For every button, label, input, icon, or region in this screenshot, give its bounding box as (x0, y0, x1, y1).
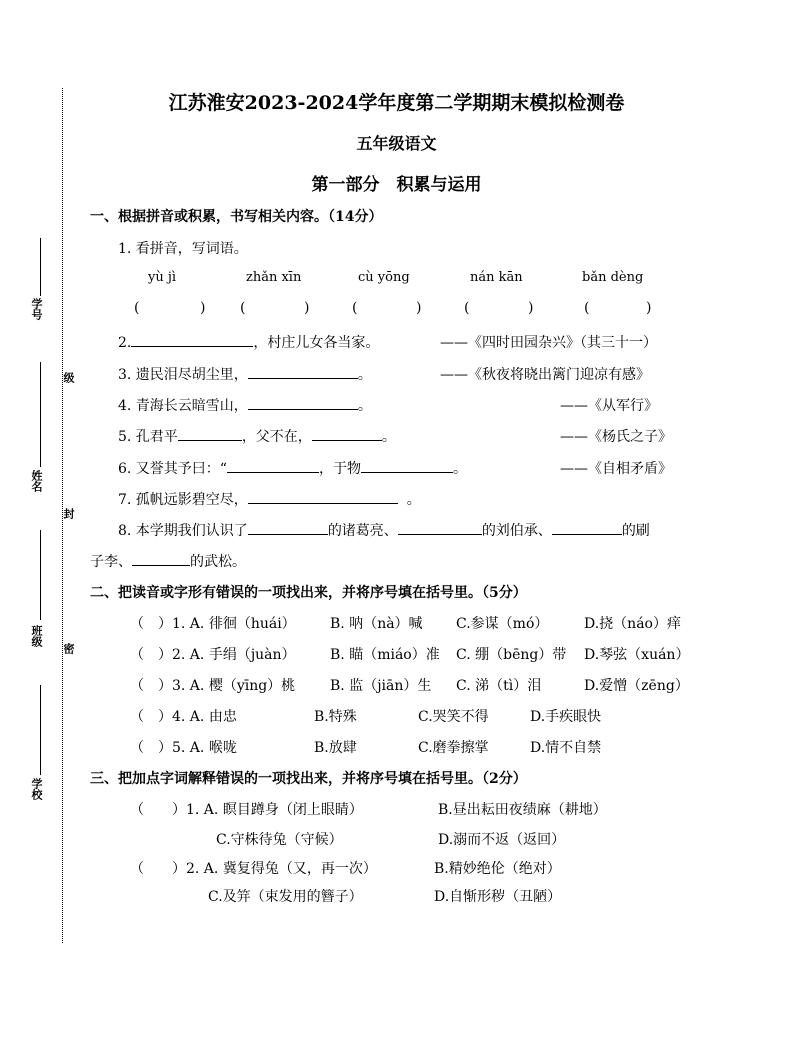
part-title: 第一部分 积累与运用 (311, 175, 482, 195)
q5-blank-2[interactable] (312, 428, 382, 441)
q8-blank-1[interactable] (248, 522, 328, 535)
s2-q1-a: （ ）1. A. 徘徊（huái） (130, 616, 296, 632)
s2-q3-b: B. 监（jiān）生 (330, 678, 432, 694)
pinyin-2: zhǎn xīn (246, 270, 302, 285)
q4-blank[interactable] (248, 397, 358, 410)
s2-q2-a: （ ）2. A. 手绢（juàn） (130, 647, 296, 663)
q3-line: 3. 遗民泪尽胡尘里， 。 (118, 367, 372, 383)
answer-paren-close-2: ) (304, 300, 310, 316)
q2-blank[interactable] (131, 334, 253, 347)
s2-q5-c: C.磨拳擦掌 (418, 740, 489, 756)
answer-paren-close-4: ) (528, 300, 534, 316)
q4-line: 4. 青海长云暗雪山， 。 (118, 398, 372, 414)
class-blank (40, 530, 41, 620)
q5-line: 5. 孔君平 ，父不在， 。 (118, 429, 396, 445)
s2-q2-d: D.琴弦（xuán） (584, 647, 690, 663)
s3-q1-d: D.溺而不返（返回） (438, 832, 566, 848)
q8-line-2: 子李、 的武松。 (90, 554, 246, 570)
exam-subtitle: 五年级语文 (356, 134, 437, 153)
answer-paren-open-1: ( (134, 300, 140, 316)
s2-q4-c: C.哭笑不得 (418, 709, 489, 725)
q8-blank-4[interactable] (132, 553, 190, 566)
answer-paren-close-1: ) (200, 300, 206, 316)
exam-title: 江苏淮安2023-2024学年度第二学期期末模拟检测卷 (168, 92, 625, 114)
answer-paren-open-4: ( (464, 300, 470, 316)
student-no-blank (40, 238, 41, 296)
answer-paren-close-3: ) (416, 300, 422, 316)
section-3-heading: 三、把加点字词解释错误的一项找出来，并将序号填在括号里。（2分） (90, 771, 527, 787)
s3-q1-a: （ ）1. A. 瞑目蹲身（闭上眼睛） (130, 802, 363, 818)
q8-blank-3[interactable] (552, 522, 622, 535)
q6-blank-2[interactable] (361, 460, 453, 473)
seal-label: 封 (62, 508, 75, 519)
s3-q2-c: C.及笄（束发用的簪子） (208, 889, 363, 905)
section-1-heading: 一、根据拼音或积累，书写相关内容。（14分） (90, 209, 383, 225)
q3-source: ——《秋夜将晓出篱门迎凉有感》 (440, 367, 650, 383)
q6-blank-1[interactable] (227, 460, 319, 473)
s2-q4-b: B.特殊 (314, 709, 357, 725)
s3-q1-b: B.昼出耘田夜绩麻（耕地） (438, 802, 607, 818)
q2-source: ——《四时田园杂兴》（其三十一） (440, 335, 657, 351)
q5-blank-1[interactable] (178, 428, 242, 441)
s2-q2-c: C. 绷（bēng）带 (456, 647, 567, 663)
s2-q3-c: C. 涕（tì）泪 (456, 678, 542, 694)
s2-q5-d: D.情不自禁 (530, 740, 602, 756)
q7-line: 7. 孤帆远影碧空尽， 。 (118, 492, 421, 508)
s2-q5-a: （ ）5. A. 喉咙 (130, 740, 237, 756)
pinyin-1: yù jì (148, 270, 177, 285)
q6-source: ——《自相矛盾》 (560, 461, 672, 477)
answer-paren-open-2: ( (240, 300, 246, 316)
q4-source: ——《从军行》 (560, 398, 658, 414)
answer-paren-open-5: ( (584, 300, 590, 316)
student-no-label: 学号 (30, 298, 43, 320)
q2-line: 2. ，村庄儿女各当家。 (118, 335, 380, 351)
pinyin-5: bǎn dèng (582, 270, 644, 285)
s2-q1-c: C.参谋（mó） (456, 616, 549, 632)
s2-q1-d: D.挠（náo）痒 (584, 616, 681, 632)
pinyin-4: nán kān (470, 270, 523, 285)
q1-prompt: 1. 看拼音，写词语。 (118, 241, 248, 257)
s3-q2-a: （ ）2. A. 冀复得兔（又，再一次） (130, 861, 377, 877)
s2-q3-d: D.爱憎（zēng） (584, 678, 689, 694)
dense-label: 密 (62, 643, 75, 654)
answer-paren-close-5: ) (646, 300, 652, 316)
q7-blank[interactable] (248, 491, 398, 504)
answer-paren-open-3: ( (352, 300, 358, 316)
school-label: 学校 (30, 778, 43, 800)
s2-q3-a: （ ）3. A. 樱（yīng）桃 (130, 678, 296, 694)
class-label: 班级 (30, 625, 43, 647)
grade-class-label: 级 (62, 372, 75, 383)
school-blank (40, 685, 41, 775)
q6-line: 6. 又誉其予曰：“ ，于物 。 (118, 461, 467, 477)
s3-q2-d: D.自惭形秽（丑陋） (434, 889, 562, 905)
name-label: 姓名 (30, 470, 43, 492)
q8-blank-2[interactable] (398, 522, 482, 535)
pinyin-3: cù yōng (358, 270, 410, 285)
name-blank (40, 362, 41, 467)
s2-q2-b: B. 瞄（miáo）准 (330, 647, 440, 663)
s3-q2-b: B.精妙绝伦（绝对） (434, 861, 561, 877)
s2-q4-a: （ ）4. A. 由忠 (130, 709, 237, 725)
q3-blank[interactable] (248, 366, 358, 379)
q8-line-1: 8. 本学期我们认识了 的诸葛亮、 的刘伯承、 的刷 (118, 523, 650, 539)
s2-q4-d: D.手疾眼快 (530, 709, 602, 725)
s2-q5-b: B.放肆 (314, 740, 357, 756)
section-2-heading: 二、把读音或字形有错误的一项找出来，并将序号填在括号里。（5分） (90, 585, 527, 601)
s3-q1-c: C.守株待兔（守候） (216, 832, 343, 848)
s2-q1-b: B. 呐（nà）喊 (330, 616, 423, 632)
q5-source: ——《杨氏之子》 (560, 429, 672, 445)
